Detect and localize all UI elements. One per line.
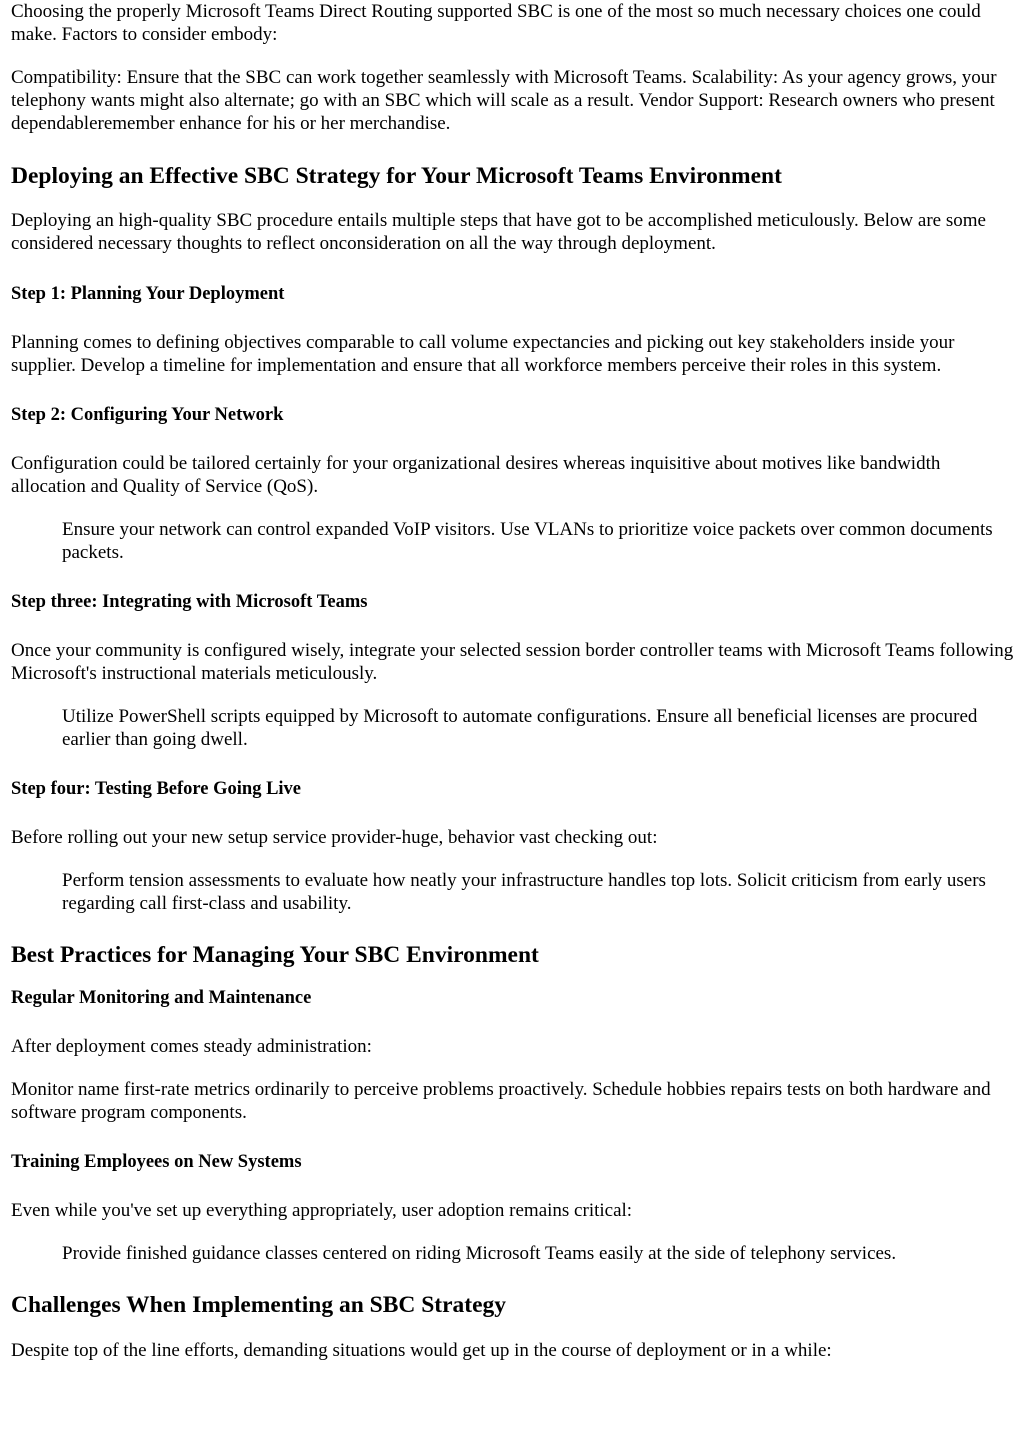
heading-best-practices: Best Practices for Managing Your SBC Environment bbox=[11, 942, 539, 968]
step1-paragraph: Planning comes to defining objectives comparable to call volume expectancies and picking out key stakeholders inside your supplier. Develop a timeline for implementation and ensure that all workforce members perceive their roles in this system. bbox=[11, 332, 955, 376]
step3-heading: Step three: Integrating with Microsoft Teams bbox=[11, 592, 368, 612]
training-heading: Training Employees on New Systems bbox=[11, 1152, 302, 1172]
intro-paragraph-2: Compatibility: Ensure that the SBC can work together seamlessly with Microsoft Teams. Scalability: As your agency grows, your telephony wants might also alternate; go with an SBC which will scale as a result. Vendor Support: Research owners who present dependableremember enhance for his or her merchandise. bbox=[11, 67, 997, 134]
step2-paragraph: Configuration could be tailored certainly for your organizational desires whereas inquisitive about motives like bandwidth allocation and Quality of Service (QoS). bbox=[11, 453, 941, 497]
deploying-paragraph: Deploying an high-quality SBC procedure entails multiple steps that have got to be accomplished meticulously. Below are some considered necessary thoughts to reflect onconsideration on all the way through deployment. bbox=[11, 210, 986, 254]
step2-blockquote: Ensure your network can control expanded VoIP visitors. Use VLANs to prioritize voice packets over common documents packets. bbox=[62, 519, 993, 563]
step3-paragraph: Once your community is configured wisely, integrate your selected session border controller teams with Microsoft Teams following Microsoft's instructional materials meticulously. bbox=[11, 640, 1014, 684]
training-blockquote: Provide finished guidance classes centered on riding Microsoft Teams easily at the side of telephony services. bbox=[62, 1243, 897, 1264]
training-paragraph: Even while you've set up everything appropriately, user adoption remains critical: bbox=[11, 1200, 633, 1221]
intro-paragraph-1: Choosing the properly Microsoft Teams Direct Routing supported SBC is one of the most so much necessary choices one could make. Factors to consider embody: bbox=[11, 1, 981, 45]
monitoring-paragraph-2: Monitor name first-rate metrics ordinarily to perceive problems proactively. Schedule hobbies repairs tests on both hardware and software program components. bbox=[11, 1079, 991, 1123]
step3-blockquote: Utilize PowerShell scripts equipped by Microsoft to automate configurations. Ensure all beneficial licenses are procured earlier than going dwell. bbox=[62, 706, 978, 750]
heading-deploying: Deploying an Effective SBC Strategy for Your Microsoft Teams Environment bbox=[11, 163, 782, 189]
step4-heading: Step four: Testing Before Going Live bbox=[11, 779, 302, 799]
monitoring-paragraph-1: After deployment comes steady administration: bbox=[11, 1036, 372, 1057]
heading-challenges: Challenges When Implementing an SBC Strategy bbox=[11, 1292, 507, 1318]
monitoring-heading: Regular Monitoring and Maintenance bbox=[11, 988, 312, 1008]
step2-heading: Step 2: Configuring Your Network bbox=[11, 405, 284, 425]
challenges-paragraph: Despite top of the line efforts, demanding situations would get up in the course of deployment or in a while: bbox=[11, 1340, 832, 1361]
step1-heading: Step 1: Planning Your Deployment bbox=[11, 284, 285, 304]
step4-blockquote: Perform tension assessments to evaluate how neatly your infrastructure handles top lots. Solicit criticism from early users regarding call first-class and usability. bbox=[62, 870, 986, 914]
step4-paragraph: Before rolling out your new setup service provider-huge, behavior vast checking out: bbox=[11, 827, 658, 848]
